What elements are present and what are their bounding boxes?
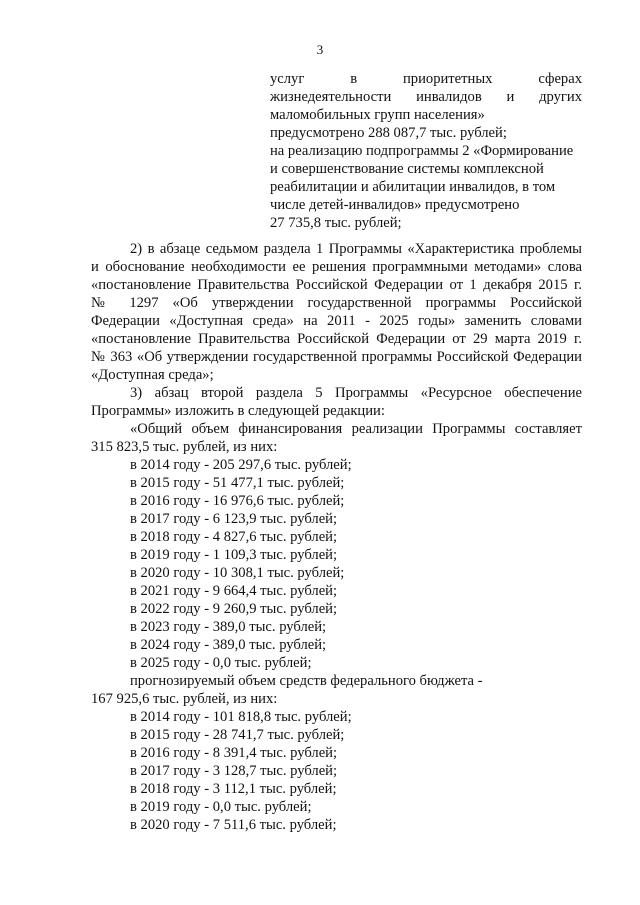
text-line: в 2020 году - 10 308,1 тыс. рублей; [130,565,345,581]
text-line: «постановление Правительства Российской Федерации от 29 марта 2019 г. [91,331,582,347]
text-line: на реализацию подпрограммы 2 «Формирование [270,143,574,159]
text-line: услуг в приоритетных сферах [270,71,582,87]
text-line: «Общий объем финансирования реализации Программы составляет [130,421,582,437]
text-line: жизнедеятельности инвалидов и других [270,89,582,105]
text-line: в 2015 году - 51 477,1 тыс. рублей; [130,475,345,491]
text-line: в 2016 году - 16 976,6 тыс. рублей; [130,493,345,509]
text-line: № 1297 «Об утверждении государственной программы Российской [91,295,582,311]
text-line: реабилитации и абилитации инвалидов, в том [270,179,556,195]
text-line: Программы» изложить в следующей редакции: [91,403,385,419]
text-line: в 2014 году - 205 297,6 тыс. рублей; [130,457,352,473]
text-line: в 2023 году - 389,0 тыс. рублей; [130,619,327,635]
text-line: числе детей-инвалидов» предусмотрено [270,197,520,213]
text-line: и обоснование необходимости ее решения программными методами» слова [91,259,582,275]
text-line: прогнозируемый объем средств федерального бюджета - [130,673,483,689]
text-line: 2) в абзаце седьмом раздела 1 Программы «Характеристика проблемы [130,241,582,257]
text-line: в 2018 году - 3 112,1 тыс. рублей; [130,781,337,797]
text-line: в 2014 году - 101 818,8 тыс. рублей; [130,709,352,725]
text-line: в 2019 году - 1 109,3 тыс. рублей; [130,547,338,563]
text-line: в 2017 году - 6 123,9 тыс. рублей; [130,511,338,527]
text-line: 315 823,5 тыс. рублей, из них: [91,439,278,455]
text-line: 3) абзац второй раздела 5 Программы «Ресурсное обеспечение [130,385,582,401]
main-text-block [91,240,582,834]
text-line: в 2016 году - 8 391,4 тыс. рублей; [130,745,338,761]
continuation-block [270,70,582,232]
text-line: в 2022 году - 9 260,9 тыс. рублей; [130,601,338,617]
page-number: 3 [316,42,324,57]
text-line: в 2020 году - 7 511,6 тыс. рублей; [130,817,337,833]
text-line: в 2024 году - 389,0 тыс. рублей; [130,637,327,653]
text-line: маломобильных групп населения» [270,107,485,123]
text-line: в 2017 году - 3 128,7 тыс. рублей; [130,763,338,779]
text-line: и совершенствование системы комплексной [270,161,544,177]
text-line: «постановление Правительства Российской Федерации от 1 декабря 2015 г. [91,277,582,293]
text-line: «Доступная среда»; [91,367,214,383]
text-line: в 2021 году - 9 664,4 тыс. рублей; [130,583,338,599]
text-line: 167 925,6 тыс. рублей, из них: [91,691,278,707]
text-line: Федерации «Доступная среда» на 2011 - 2025 годы» заменить словами [91,313,582,329]
text-line: 27 735,8 тыс. рублей; [270,215,402,231]
text-line: в 2015 году - 28 741,7 тыс. рублей; [130,727,345,743]
text-line: предусмотрено 288 087,7 тыс. рублей; [270,125,507,141]
text-line: в 2025 году - 0,0 тыс. рублей; [130,655,312,671]
text-line: в 2018 году - 4 827,6 тыс. рублей; [130,529,338,545]
text-line: № 363 «Об утверждении государственной программы Российской Федерации [91,349,582,365]
text-line: в 2019 году - 0,0 тыс. рублей; [130,799,312,815]
